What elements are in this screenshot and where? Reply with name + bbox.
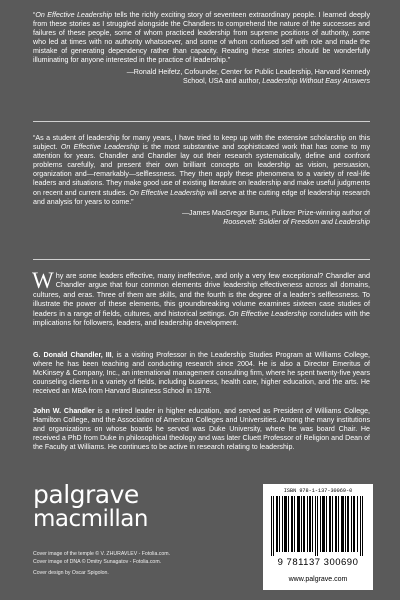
endorsement-quote: “On Effective Leadership tells the richly exciting story of seventeen extraordinary people. I learned deeply from these stories as I struggled alongside the Chandlers to comprehend the nature of the successes and failures of these people, some of whom practiced leadership from supreme positions of authority, some who led at times with no authority whatsoever, and some of whom confused self with role and made the mistake of generating dependency rather than capacity. Reading these stories should be wonderfully illuminating for anyone interested in the practice of leadership.” (33, 11, 370, 65)
publisher-logo (33, 482, 148, 531)
divider-rule (33, 121, 370, 122)
divider-rule (33, 259, 370, 260)
endorsement-burns (33, 134, 370, 227)
isbn-label: ISBN 978-1-137-30069-0 (283, 488, 353, 494)
barcode-image (269, 496, 367, 556)
drop-cap: W (32, 268, 54, 293)
endorsement-heifetz (33, 11, 370, 86)
endorsement-attribution: —James MacGregor Burns, Pulitzer Prize-winning author of Roosevelt: Soldier of Freedom and Leadership (181, 208, 370, 226)
author-name: John W. Chandler (33, 407, 95, 415)
endorsement-attribution: —Ronald Heifetz, Cofounder, Center for Public Leadership, Harvard Kennedy School, USA and author, Leadership Without Easy Answers (126, 67, 370, 85)
author-name: G. Donald Chandler, III (33, 351, 112, 359)
publisher-logo-line1: palgrave (33, 480, 139, 509)
book-description: Why are some leaders effective, many ineffective, and only a very few exceptional? Chandler and Chandler argue that four common elements drive leadership effectiveness across all domains, cultures, and eras. Three of them are skills, and the fourth is the degree of a leader’s selflessness. To illustrate the power of these elements, this groundbreaking volume examines sixteen case studies of leaders in a range of fields, cultures, and historical settings. On Effective Leadership concludes with the implications for followers, leaders, and leadership development. (32, 268, 370, 328)
publisher-website: www.palgrave.com (288, 576, 348, 583)
endorsement-quote: “As a student of leadership for many years, I have tried to keep up with the extensive scholarship on this subject. On Effective Leadership is the most substantive and sophisticated work that has come to my attention for years. Chandler and Chandler lay out their research systematically, define and confront problems carefully, and present their own brilliant concepts on leadership as vision, persuasion, organization and—remarkably—selflessness. They then apply these phenomena to a variety of real-life leaders and situations. They make good use of existing literature on leadership and make useful judgments on recent and current studies. On Effective Leadership will serve at the cutting edge of leadership research and analysis for years to come.” (33, 134, 370, 206)
image-credits: Cover image of the temple © V. ZHURAVLEV - Fotolia.com. Cover image of DNA © Dmitry Sunagatov - Fotolia.com. Cover design by Oscar Spigolon. (33, 551, 171, 576)
barcode-panel (263, 484, 373, 590)
author-bio-donald: G. Donald Chandler, III, is a visiting Professor in the Leadership Studies Program at Williams College, where he has been teaching and conducting research since 2004. He is also a Director Emeritus of McKinsey & Company, Inc., an international management consulting firm, where he spent twenty-five years counseling clients in a variety of fields, including business, health care, higher education, and the arts. He received an MBA from Harvard Business School in 1978. (33, 351, 370, 396)
isbn-digits: 9 781137 300690 (277, 557, 359, 568)
author-bio-john: John W. Chandler is a retired leader in higher education, and served as President of Williams College, Hamilton College, and the Association of American Colleges and Universities. Among the many institutions and organizations on whose boards he served was Duke University, where he was board Chair. He received a PhD from Duke in philosophical theology and was later Cluett Professor of Religion and Dean of the Faculty at Williams. He continues to be active in research relating to leadership. (33, 407, 370, 452)
publisher-logo-line2: macmillan (33, 506, 148, 532)
